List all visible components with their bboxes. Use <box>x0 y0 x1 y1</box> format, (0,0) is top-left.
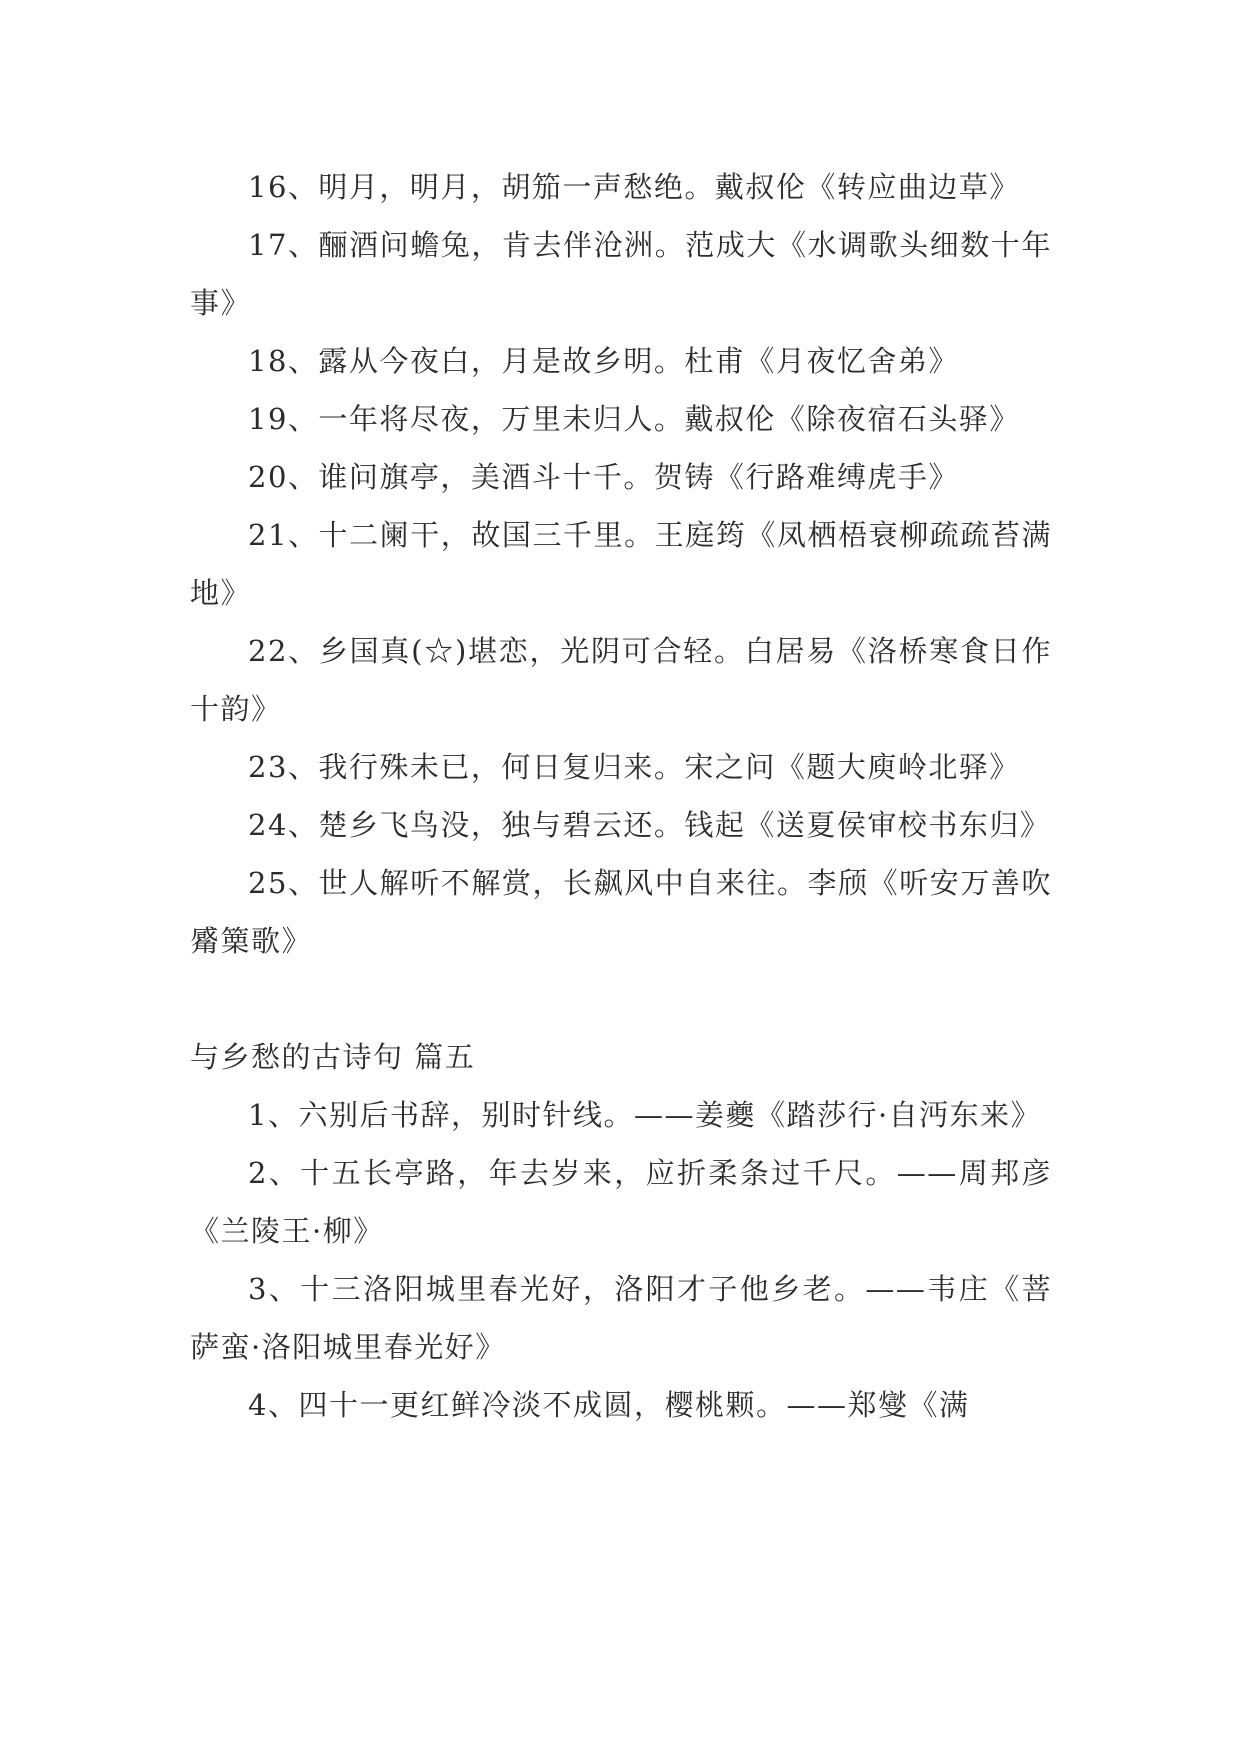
poem-line-22: 22、乡国真(☆)堪恋，光阴可合轻。白居易《洛桥寒食日作十韵》 <box>190 634 1052 726</box>
poem-line-16: 16、明月，明月，胡笳一声愁绝。戴叔伦《转应曲边草》 <box>248 170 1020 204</box>
document-body <box>190 158 1052 1434</box>
section-gap <box>190 970 1052 1028</box>
poem-line-18: 18、露从今夜白，月是故乡明。杜甫《月夜忆舍弟》 <box>248 344 959 378</box>
section-heading: 与乡愁的古诗句 篇五 <box>190 1040 476 1074</box>
poem-line-4: 4、四十一更红鲜冷淡不成圆，樱桃颗。——郑燮《满 <box>248 1388 970 1422</box>
poem-line-3: 3、十三洛阳城里春光好，洛阳才子他乡老。——韦庄《菩萨蛮·洛阳城里春光好》 <box>190 1272 1052 1364</box>
poem-line-1: 1、六别后书辞，别时针线。——姜夔《踏莎行·自沔东来》 <box>248 1098 1042 1132</box>
poem-line-19: 19、一年将尽夜，万里未归人。戴叔伦《除夜宿石头驿》 <box>248 402 1020 436</box>
poem-line-21: 21、十二阑干，故国三千里。王庭筠《凤栖梧衰柳疏疏苔满地》 <box>190 518 1052 610</box>
poem-line-25: 25、世人解听不解赏，长飙风中自来往。李颀《听安万善吹觱篥歌》 <box>190 866 1052 958</box>
poem-line-20: 20、谁问旗亭，美酒斗十千。贺铸《行路难缚虎手》 <box>248 460 959 494</box>
poem-line-2: 2、十五长亭路，年去岁来，应折柔条过千尺。——周邦彦《兰陵王·柳》 <box>190 1156 1052 1248</box>
poem-line-23: 23、我行殊未已，何日复归来。宋之问《题大庾岭北驿》 <box>248 750 1020 784</box>
poem-line-24: 24、楚乡飞鸟没，独与碧云还。钱起《送夏侯审校书东归》 <box>248 808 1051 842</box>
poem-line-17: 17、酾酒问蟾兔，肯去伴沧洲。范成大《水调歌头细数十年事》 <box>190 228 1052 320</box>
